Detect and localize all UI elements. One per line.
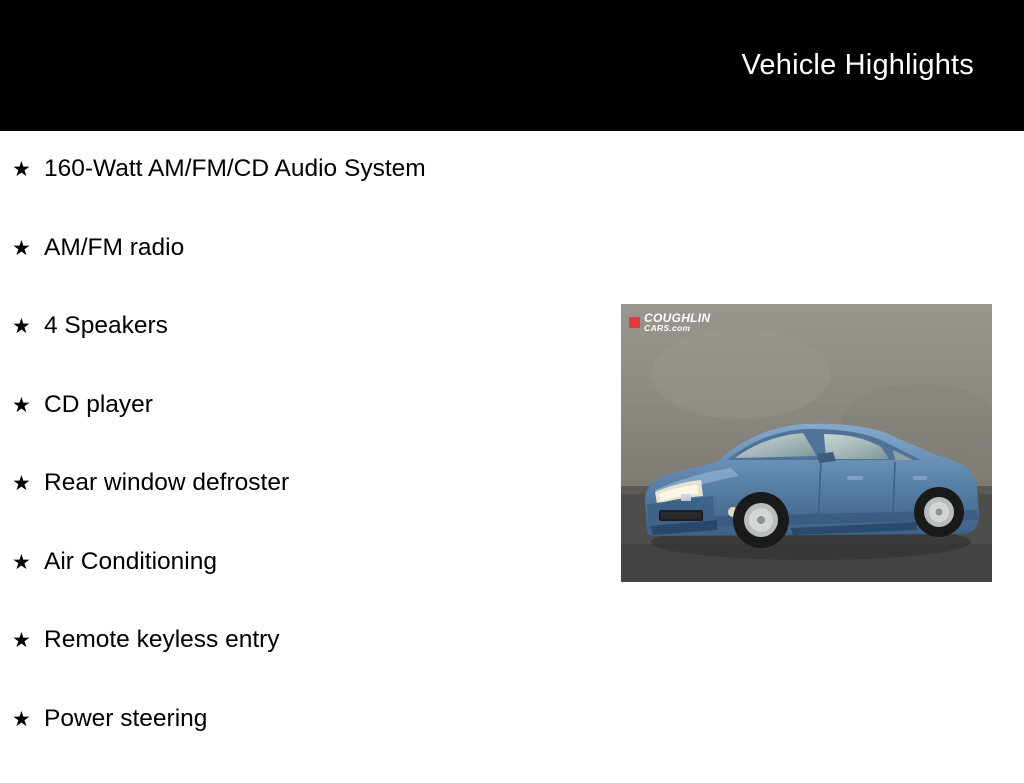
star-icon: ★: [12, 709, 44, 730]
dealer-site: CARS.com: [644, 324, 710, 333]
list-item-label: Air Conditioning: [44, 548, 217, 576]
vehicle-photo-image: [621, 304, 992, 582]
list-item-label: Power steering: [44, 705, 207, 733]
dealer-name: COUGHLIN: [644, 312, 710, 324]
star-icon: ★: [12, 159, 44, 180]
dealer-watermark-text: [644, 312, 710, 333]
star-icon: ★: [12, 316, 44, 337]
star-icon: ★: [12, 238, 44, 259]
vehicle-photo: [621, 304, 992, 582]
list-item: [0, 626, 620, 705]
list-item-label: AM/FM radio: [44, 234, 184, 262]
list-item-label: 160-Watt AM/FM/CD Audio System: [44, 155, 426, 183]
list-item: [0, 391, 620, 470]
list-item-label: Rear window defroster: [44, 469, 289, 497]
list-item-label: 4 Speakers: [44, 312, 168, 340]
list-item-label: Remote keyless entry: [44, 626, 280, 654]
star-icon: ★: [12, 395, 44, 416]
dealer-watermark: [629, 312, 710, 333]
list-item: [0, 705, 620, 783]
header-bar: [0, 0, 1024, 131]
list-item: [0, 234, 620, 313]
list-item: [0, 155, 620, 234]
star-icon: ★: [12, 473, 44, 494]
list-item-label: CD player: [44, 391, 153, 419]
dealer-logo-icon: [629, 317, 640, 328]
list-item: [0, 312, 620, 391]
star-icon: ★: [12, 630, 44, 651]
page-title: Vehicle Highlights: [741, 49, 974, 82]
feature-list: [0, 131, 620, 783]
list-item: [0, 469, 620, 548]
star-icon: ★: [12, 552, 44, 573]
list-item: [0, 548, 620, 627]
